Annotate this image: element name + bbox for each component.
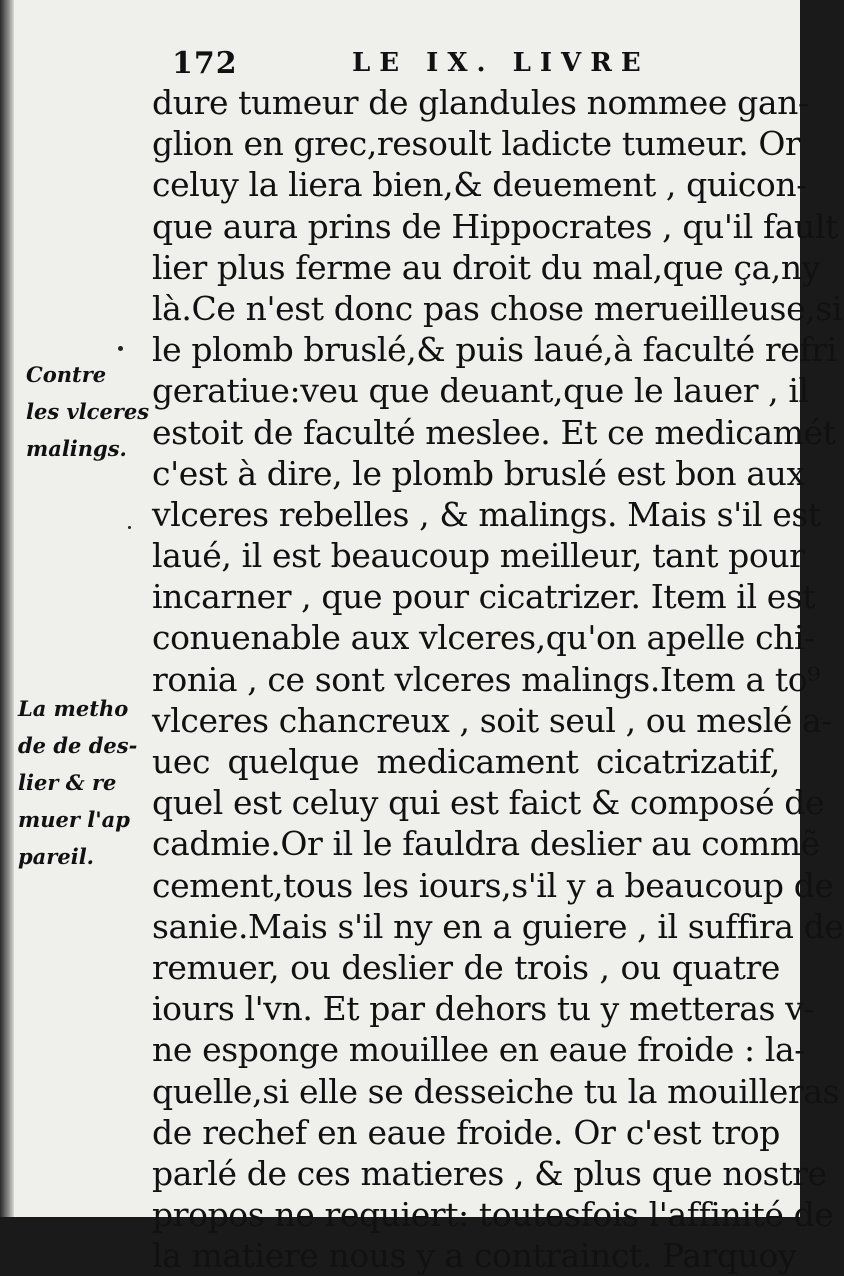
text-line: parlé de ces matieres , & plus que nostre xyxy=(152,1153,827,1193)
margin-note-line: La metho xyxy=(18,696,129,721)
page-header xyxy=(172,40,672,80)
text-line: ronia , ce sont vlceres malings.Item a to⁹ xyxy=(152,659,821,699)
text-line: la matiere nous y a contrainct. Parquoy xyxy=(152,1236,797,1276)
page-gutter-shadow xyxy=(0,0,14,1217)
text-line: uec quelque medicament cicatrizatif, xyxy=(152,742,780,781)
ink-speck xyxy=(118,346,123,351)
margin-note-methode xyxy=(18,690,158,875)
text-line: iours l'vn. Et par dehors tu y metteras v- xyxy=(152,989,815,1029)
text-line: le plomb bruslé,& puis laué,à faculté refri xyxy=(152,330,837,370)
margin-note-line: malings. xyxy=(26,436,127,461)
text-line: celuy la liera bien,& deuement , quicon- xyxy=(152,165,807,205)
margin-notes xyxy=(18,0,158,1217)
margin-note-line: muer l'ap xyxy=(18,807,130,832)
text-line: cement,tous les iours,s'il y a beaucoup de xyxy=(152,865,834,905)
text-line: quelle,si elle se desseiche tu la mouilleras xyxy=(152,1071,840,1111)
text-line: sanie.Mais s'il ny en a guiere , il suffira de xyxy=(152,906,844,946)
text-line: remuer, ou deslier de trois , ou quatre xyxy=(152,947,780,987)
text-line: de rechef en eaue froide. Or c'est trop xyxy=(152,1112,780,1152)
text-line: incarner , que pour cicatrizer. Item il est xyxy=(152,577,816,617)
text-line: cadmie.Or il le fauldra deslier au commẽ xyxy=(152,824,820,864)
ink-speck xyxy=(128,526,131,529)
margin-note-line: pareil. xyxy=(18,844,94,869)
text-line: propos ne requiert: toutesfois l'affinité de xyxy=(152,1195,834,1235)
margin-note-contre xyxy=(26,356,166,467)
text-line: conuenable aux vlceres,qu'on apelle chi- xyxy=(152,618,815,658)
text-line: laué, il est beaucoup meilleur, tant pour xyxy=(152,536,805,576)
page-number: 172 xyxy=(172,46,238,81)
margin-note-line: Contre xyxy=(26,362,107,387)
text-line: estoit de faculté meslee. Et ce medicamét xyxy=(152,412,836,452)
body-text xyxy=(152,82,844,1276)
text-line: quel est celuy qui est faict & composé de xyxy=(152,783,825,823)
text-line: lier plus ferme au droit du mal,que ça,ny xyxy=(152,247,820,287)
margin-note-line: de de des- xyxy=(18,733,138,758)
text-line: dure tumeur de glandules nommee gan- xyxy=(152,83,809,122)
text-line: geratiue:veu que deuant,que le lauer , il xyxy=(152,371,809,411)
text-line: là.Ce n'est donc pas chose merueilleuse,si xyxy=(152,288,842,328)
running-title: LE IX. LIVRE xyxy=(352,48,650,78)
text-line: glion en grec,resoult ladicte tumeur. Or xyxy=(152,124,801,164)
margin-note-line: lier & re xyxy=(18,770,117,795)
text-line: vlceres chancreux , soit seul , ou meslé a- xyxy=(152,700,833,740)
text-line: ne esponge mouillee en eaue froide : la- xyxy=(152,1030,806,1070)
text-line: vlceres rebelles , & malings. Mais s'il est xyxy=(152,494,821,534)
text-line: que aura prins de Hippocrates , qu'il fault xyxy=(152,206,838,246)
text-line: c'est à dire, le plomb bruslé est bon aux xyxy=(152,453,805,493)
margin-note-line: les vlceres xyxy=(26,399,150,424)
